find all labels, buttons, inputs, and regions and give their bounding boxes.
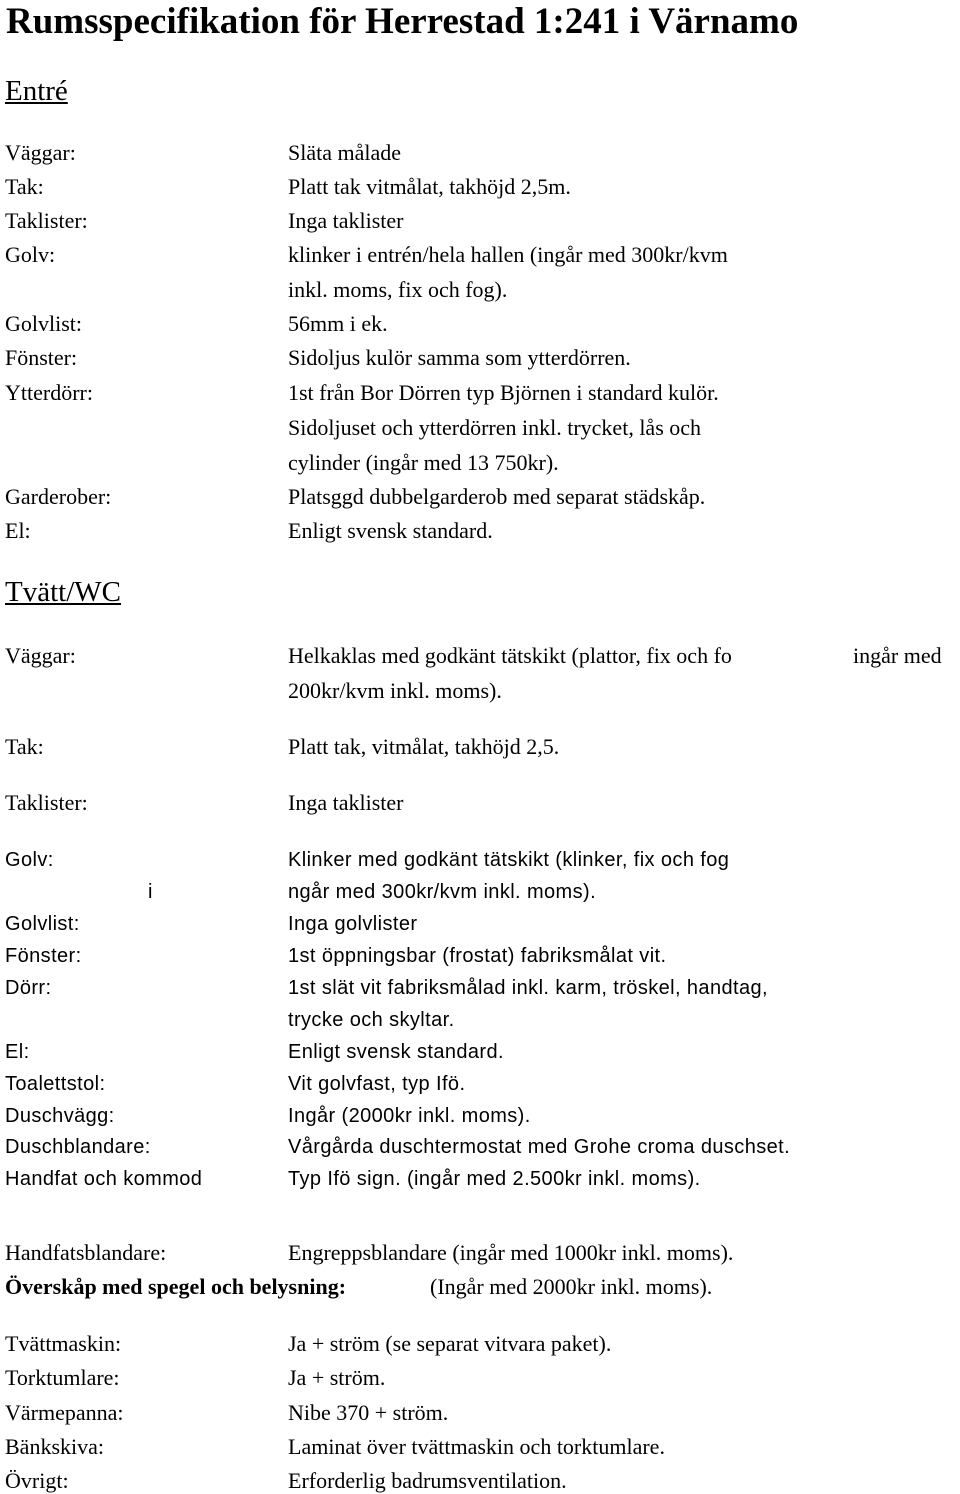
entre-label-golvlist: Golvlist: xyxy=(5,311,83,336)
tvatt-label-duschblandare: Duschblandare: xyxy=(5,1136,151,1158)
tvatt-label-golv-fragment: i xyxy=(148,881,153,903)
entre-label-taklister: Taklister: xyxy=(5,208,88,233)
tvatt-label-bankskiva: Bänkskiva: xyxy=(5,1434,104,1459)
tvatt-label-taklister: Taklister: xyxy=(5,790,88,815)
tvatt-value-golvlist: Inga golvlister xyxy=(288,913,418,935)
tvatt-label-golv: Golv: xyxy=(5,849,54,871)
tvatt-label-vaggar: Väggar: xyxy=(5,643,76,668)
tvatt-label-tak: Tak: xyxy=(5,734,44,759)
tvatt-value-vaggar-right: ingår med xyxy=(853,643,942,668)
tvatt-value-taklister: Inga taklister xyxy=(288,790,404,815)
entre-label-golv: Golv: xyxy=(5,242,56,267)
entre-value-tak: Platt tak vitmålat, takhöjd 2,5m. xyxy=(288,174,571,199)
tvatt-label-torktumlare: Torktumlare: xyxy=(5,1365,120,1390)
tvatt-value-tvattmaskin: Ja + ström (se separat vitvara paket). xyxy=(288,1331,612,1356)
entre-label-ytterdorr: Ytterdörr: xyxy=(5,380,93,405)
tvatt-value-overskap: (Ingår med 2000kr inkl. moms). xyxy=(430,1274,713,1299)
tvatt-value-dorr: 1st slät vit fabriksmålad inkl. karm, tröskel, handtag, xyxy=(288,977,768,999)
section-heading-tvatt-wc: Tvätt/WC xyxy=(5,576,121,608)
tvatt-value-vaggar-line2: 200kr/kvm inkl. moms). xyxy=(288,678,502,703)
section-heading-entre: Entré xyxy=(5,75,68,107)
entre-label-vaggar: Väggar: xyxy=(5,140,76,165)
tvatt-label-fonster: Fönster: xyxy=(5,945,82,967)
tvatt-value-handfat: Typ Ifö sign. (ingår med 2.500kr inkl. moms). xyxy=(288,1168,701,1190)
tvatt-label-golvlist: Golvlist: xyxy=(5,913,80,935)
tvatt-value-duschvagg: Ingår (2000kr inkl. moms). xyxy=(288,1105,531,1127)
tvatt-label-handfat: Handfat och kommod xyxy=(5,1168,203,1190)
entre-value-garderober: Platsggd dubbelgarderob med separat städskåp. xyxy=(288,484,706,509)
tvatt-label-varmepanna: Värmepanna: xyxy=(5,1400,124,1425)
tvatt-value-handfatsblandare: Engreppsblandare (ingår med 1000kr inkl. moms). xyxy=(288,1240,734,1265)
tvatt-label-dorr: Dörr: xyxy=(5,977,52,999)
tvatt-label-overskap: Överskåp med spegel och belysning: xyxy=(5,1274,347,1299)
tvatt-value-golv: Klinker med godkänt tätskikt (klinker, fix och fog xyxy=(288,849,730,871)
entre-value-fonster: Sidoljus kulör samma som ytterdörren. xyxy=(288,345,631,370)
entre-value-golv: klinker i entrén/hela hallen (ingår med 300kr/kvm xyxy=(288,242,728,267)
entre-value-ytterdorr: 1st från Bor Dörren typ Björnen i standard kulör. xyxy=(288,380,719,405)
tvatt-value-toalettstol: Vit golvfast, typ Ifö. xyxy=(288,1073,466,1095)
tvatt-value-duschblandare: Vårgårda duschtermostat med Grohe croma duschset. xyxy=(288,1136,791,1158)
tvatt-value-tak: Platt tak, vitmålat, takhöjd 2,5. xyxy=(288,734,560,759)
entre-value-taklister: Inga taklister xyxy=(288,208,404,233)
tvatt-label-tvattmaskin: Tvättmaskin: xyxy=(5,1331,122,1356)
tvatt-value-varmepanna: Nibe 370 + ström. xyxy=(288,1400,449,1425)
tvatt-value-torktumlare: Ja + ström. xyxy=(288,1365,386,1390)
entre-value-vaggar: Släta målade xyxy=(288,140,402,165)
tvatt-value-fonster: 1st öppningsbar (frostat) fabriksmålat vit. xyxy=(288,945,667,967)
page-title: Rumsspecifikation för Herrestad 1:241 i Värnamo xyxy=(6,1,799,42)
entre-label-tak: Tak: xyxy=(5,174,44,199)
tvatt-value-el: Enligt svensk standard. xyxy=(288,1041,504,1063)
entre-label-el: El: xyxy=(5,518,31,543)
entre-value-el: Enligt svensk standard. xyxy=(288,518,493,543)
tvatt-value-ovrigt: Erforderlig badrumsventilation. xyxy=(288,1468,567,1493)
entre-label-garderober: Garderober: xyxy=(5,484,112,509)
tvatt-label-toalettstol: Toalettstol: xyxy=(5,1073,106,1095)
entre-value-golvlist: 56mm i ek. xyxy=(288,311,388,336)
tvatt-value-dorr-line2: trycke och skyltar. xyxy=(288,1009,455,1031)
tvatt-label-handfatsblandare: Handfatsblandare: xyxy=(5,1240,167,1265)
entre-value-golv-line2: inkl. moms, fix och fog). xyxy=(288,277,508,302)
tvatt-label-ovrigt: Övrigt: xyxy=(5,1468,69,1493)
tvatt-value-bankskiva: Laminat över tvättmaskin och torktumlare. xyxy=(288,1434,665,1459)
entre-value-ytterdorr-line2: Sidoljuset och ytterdörren inkl. trycket, lås och xyxy=(288,415,702,440)
tvatt-value-golv-line2: ngår med 300kr/kvm inkl. moms). xyxy=(288,881,597,903)
entre-value-ytterdorr-line3: cylinder (ingår med 13 750kr). xyxy=(288,450,559,475)
entre-label-fonster: Fönster: xyxy=(5,345,78,370)
tvatt-label-el: El: xyxy=(5,1041,30,1063)
tvatt-label-duschvagg: Duschvägg: xyxy=(5,1105,115,1127)
tvatt-value-vaggar: Helkaklas med godkänt tätskikt (plattor, fix och fo xyxy=(288,643,732,668)
